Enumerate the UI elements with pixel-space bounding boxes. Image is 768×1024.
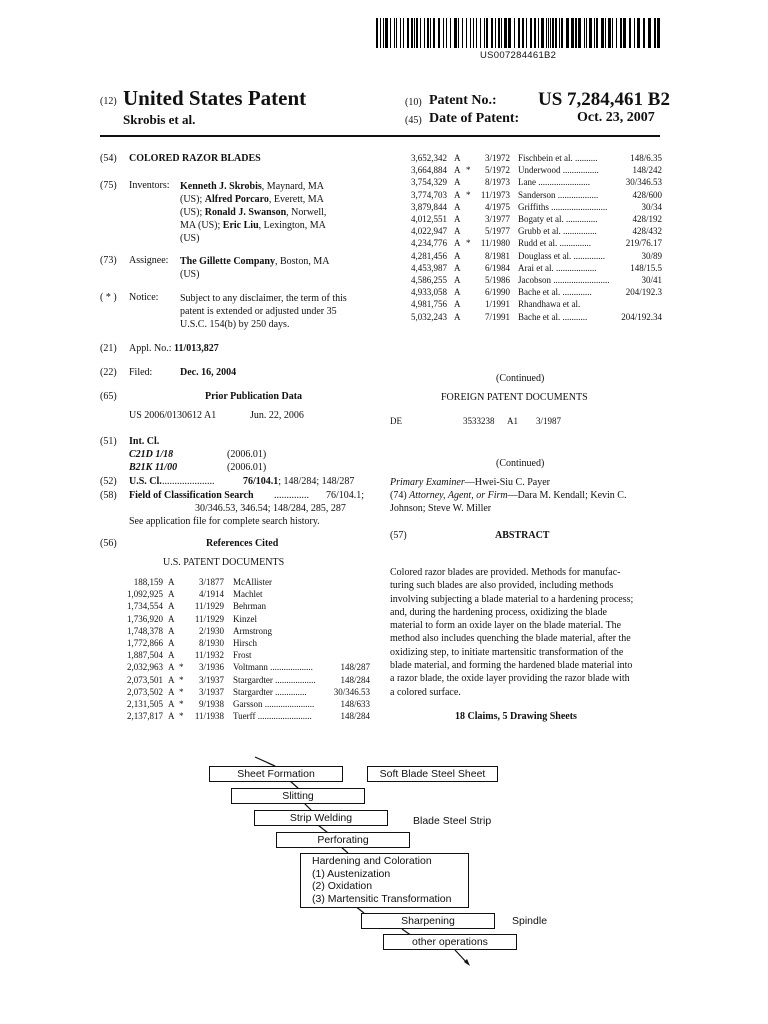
reference-date: 9/1938 xyxy=(198,699,224,709)
reference-row xyxy=(118,638,370,650)
reference-name: Grubb et al. ............... xyxy=(518,226,597,237)
intcl-version-1: (2006.01) xyxy=(227,449,267,460)
reference-number: 3,652,342 xyxy=(411,153,447,163)
reference-date: 6/1984 xyxy=(484,262,510,273)
reference-row xyxy=(404,312,662,324)
foreign-country: DE xyxy=(390,416,402,426)
foreign-heading: FOREIGN PATENT DOCUMENTS xyxy=(441,392,588,403)
filed-date: Dec. 16, 2004 xyxy=(180,367,237,378)
barcode xyxy=(376,18,662,48)
reference-row xyxy=(118,687,370,699)
reference-number: 3,754,329 xyxy=(411,177,447,188)
abstract-line: and, during the hardening process, oxidizing the blade xyxy=(390,606,607,618)
reference-row xyxy=(118,675,370,687)
reference-row xyxy=(118,589,370,601)
reference-kind: A xyxy=(168,577,175,587)
reference-kind: A xyxy=(454,153,461,163)
intcl-class-1: C21D 1/18 xyxy=(129,449,174,460)
reference-class: 30/41 xyxy=(641,275,662,285)
reference-cited-by-examiner: * xyxy=(179,662,184,673)
abstract-line: turing such blades are also provided, including methods xyxy=(390,580,614,592)
reference-row xyxy=(404,165,662,177)
uscl-code: (52) xyxy=(100,476,117,487)
inventors-label: Inventors: xyxy=(129,180,170,191)
reference-number: 4,453,987 xyxy=(411,262,447,273)
appl-number: Appl. No.: 11/013,827 xyxy=(129,343,219,354)
reference-name: Voltmann ................... xyxy=(233,662,313,673)
foreign-kind: A1 xyxy=(507,416,518,426)
reference-kind: A xyxy=(454,299,461,310)
field-code: (58) xyxy=(100,490,117,501)
refs-code: (56) xyxy=(100,538,117,549)
other-operations-box: other operations xyxy=(383,934,517,950)
reference-number: 4,281,456 xyxy=(411,250,447,261)
reference-name: Kinzel xyxy=(233,613,257,624)
reference-number: 4,981,756 xyxy=(411,299,447,310)
hardening-step: (2) Oxidation xyxy=(312,880,373,893)
assignee-line: The Gillette Company, Boston, MA xyxy=(180,256,330,267)
inventors-code: (75) xyxy=(100,180,117,191)
reference-date: 5/1977 xyxy=(484,226,510,237)
reference-name: Fischbein et al. .......... xyxy=(518,153,598,163)
notice-code: ( * ) xyxy=(100,292,117,303)
inventors-list xyxy=(180,180,326,245)
reference-date: 11/1929 xyxy=(194,601,224,612)
attorney-code: (74) xyxy=(390,490,407,501)
abstract-heading: ABSTRACT xyxy=(495,530,550,541)
reference-name: Garsson ...................... xyxy=(233,699,315,709)
reference-number: 4,012,551 xyxy=(411,214,447,224)
document-type: United States Patent xyxy=(123,86,307,110)
reference-date: 11/1980 xyxy=(480,238,510,249)
sheet-formation-box: Sheet Formation xyxy=(209,766,343,782)
reference-kind: A xyxy=(168,601,175,612)
strip-welding-box: Strip Welding xyxy=(254,810,388,826)
reference-kind: A xyxy=(454,226,461,237)
reference-row xyxy=(404,214,662,226)
reference-row xyxy=(404,202,662,214)
reference-name: Stargardter .............. xyxy=(233,686,307,697)
reference-number: 1,887,504 xyxy=(127,650,163,661)
reference-number: 1,736,920 xyxy=(127,613,163,624)
reference-name: Rhandhawa et al. xyxy=(518,299,581,310)
reference-number: 2,073,502 xyxy=(127,686,163,697)
reference-class: 148/6.35 xyxy=(630,153,662,163)
reference-row xyxy=(404,299,662,311)
reference-name: Armstrong xyxy=(233,625,272,636)
attorney-line-2: Johnson; Steve W. Miller xyxy=(390,503,492,514)
reference-class: 219/76.17 xyxy=(625,238,662,249)
reference-cited-by-examiner: * xyxy=(179,674,184,685)
assignee-label: Assignee: xyxy=(129,255,169,266)
reference-date: 1/1991 xyxy=(484,299,510,310)
reference-kind: A xyxy=(168,613,175,624)
reference-date: 4/1914 xyxy=(198,589,224,600)
reference-class: 148/15.5 xyxy=(630,262,662,273)
intcl-label: Int. Cl. xyxy=(129,436,160,447)
uscl-value: 76/104.1; 148/284; 148/287 xyxy=(243,476,355,487)
reference-class: 204/192.3 xyxy=(625,287,662,298)
slitting-box: Slitting xyxy=(231,788,365,804)
reference-cited-by-examiner: * xyxy=(179,699,184,709)
reference-kind: A xyxy=(454,287,461,298)
abstract-line: Colored razor blades are provided. Methods for manufac- xyxy=(390,567,621,578)
reference-class: 148/287 xyxy=(340,662,370,673)
reference-number: 3,774,703 xyxy=(411,189,447,200)
reference-row xyxy=(404,190,662,202)
foreign-number: 3533238 xyxy=(463,416,495,426)
reference-class: 30/346.53 xyxy=(625,177,662,188)
reference-number: 2,137,817 xyxy=(127,711,163,722)
notice-text xyxy=(180,292,347,331)
reference-name: Griffiths ......................... xyxy=(518,201,608,212)
assignee-line: (US) xyxy=(180,269,200,280)
patent-no-label: Patent No.: xyxy=(429,93,497,108)
notice-label: Notice: xyxy=(129,292,159,303)
title-code: (54) xyxy=(100,153,117,164)
attorney-line-1: —Dara M. Kendall; Kevin C. xyxy=(507,490,627,501)
abstract-line: a razor blade, the oxide layer providing the razor blade with xyxy=(390,673,630,685)
reference-kind: A xyxy=(454,262,461,273)
reference-cited-by-examiner: * xyxy=(466,189,471,200)
reference-kind: A xyxy=(168,699,175,709)
sharpening-box: Sharpening xyxy=(361,913,495,929)
blade-steel-strip-label: Blade Steel Strip xyxy=(413,815,492,827)
reference-row xyxy=(404,263,662,275)
us-docs-heading: U.S. PATENT DOCUMENTS xyxy=(163,557,285,568)
reference-number: 4,586,255 xyxy=(411,275,447,285)
reference-cited-by-examiner: * xyxy=(179,711,184,722)
refs-heading: References Cited xyxy=(206,538,279,549)
reference-name: Underwood ................ xyxy=(518,165,599,176)
reference-kind: A xyxy=(168,625,175,636)
reference-name: Sanderson .................. xyxy=(518,189,599,200)
reference-name: Bache et al. ........... xyxy=(518,311,588,322)
reference-row xyxy=(404,251,662,263)
reference-name: Arai et al. .................. xyxy=(518,262,597,273)
header-rule xyxy=(100,135,660,137)
inventor-line: MA (US); Eric Liu, Lexington, MA xyxy=(180,220,326,231)
code-45: (45) xyxy=(405,115,422,126)
reference-name: Douglass et al. .............. xyxy=(518,250,605,261)
reference-kind: A xyxy=(168,662,175,673)
reference-class: 204/192.34 xyxy=(621,311,662,322)
reference-number: 4,234,776 xyxy=(411,238,447,249)
abstract-line: a colored surface. xyxy=(390,686,461,698)
spindle-label: Spindle xyxy=(512,915,548,927)
reference-cited-by-examiner: * xyxy=(466,238,471,249)
reference-kind: A xyxy=(168,638,175,648)
attorney-label: Attorney, Agent, or Firm xyxy=(409,490,508,501)
abstract-code: (57) xyxy=(390,530,407,541)
reference-kind: A xyxy=(454,177,461,188)
reference-date: 8/1973 xyxy=(484,177,510,188)
reference-kind: A xyxy=(168,674,175,685)
reference-row xyxy=(118,650,370,662)
prior-heading: Prior Publication Data xyxy=(205,391,303,402)
reference-date: 3/1977 xyxy=(484,214,510,224)
reference-date: 2/1930 xyxy=(198,625,224,636)
reference-kind: A xyxy=(168,650,175,661)
reference-class: 148/284 xyxy=(340,711,370,722)
reference-class: 148/284 xyxy=(340,674,370,685)
reference-cited-by-examiner: * xyxy=(179,686,184,697)
code-10: (10) xyxy=(405,97,422,108)
invention-title: COLORED RAZOR BLADES xyxy=(129,153,261,164)
reference-kind: A xyxy=(454,275,461,285)
reference-name: Machlet xyxy=(233,589,263,600)
publication-number: US007284461B2 xyxy=(480,50,557,61)
reference-class: 428/192 xyxy=(632,214,662,224)
continued-1: (Continued) xyxy=(496,373,545,384)
reference-date: 3/1937 xyxy=(198,674,224,685)
reference-date: 6/1990 xyxy=(484,287,510,298)
examiner xyxy=(390,477,550,488)
abstract-line: oxidizing step, to initiate martensitic transformation of the xyxy=(390,646,624,658)
hardening-title: Hardening and Coloration xyxy=(312,855,432,867)
date-label: Date of Patent: xyxy=(429,111,520,126)
reference-number: 3,664,884 xyxy=(411,165,447,176)
reference-number: 4,022,947 xyxy=(411,226,447,237)
examiner-name: —Hwei-Siu C. Payer xyxy=(464,477,550,488)
reference-name: Frost xyxy=(233,650,252,661)
inventor-line: (US) xyxy=(180,233,200,244)
hardening-step: (1) Austenization xyxy=(312,867,391,880)
inventor-line: (US); Ronald J. Swanson, Norwell, xyxy=(180,207,327,218)
reference-class: 148/242 xyxy=(632,165,662,176)
reference-row xyxy=(404,153,662,165)
reference-date: 3/1972 xyxy=(484,153,510,163)
reference-kind: A xyxy=(454,250,461,261)
reference-kind: A xyxy=(454,214,461,224)
reference-kind: A xyxy=(454,189,461,200)
reference-name: Tuerff ........................ xyxy=(233,711,312,722)
perforating-box: Perforating xyxy=(276,832,410,848)
reference-name: McAllister xyxy=(233,577,272,587)
field-line-1: 76/104.1; xyxy=(326,490,365,501)
abstract-line: involving subjecting a blade material to a hardening process; xyxy=(390,593,634,605)
reference-date: 11/1932 xyxy=(194,650,224,661)
reference-name: Stargardter .................. xyxy=(233,674,316,685)
reference-class: 30/34 xyxy=(641,201,662,212)
reference-kind: A xyxy=(454,201,461,212)
filed-label: Filed: xyxy=(129,367,153,378)
reference-row xyxy=(404,275,662,287)
abstract-line: material to form an oxide layer on the blade material. The xyxy=(390,620,622,632)
reference-number: 1,092,925 xyxy=(127,589,163,600)
reference-date: 8/1981 xyxy=(484,250,510,261)
prior-code: (65) xyxy=(100,391,117,402)
reference-number: 1,748,378 xyxy=(127,625,163,636)
reference-date: 3/1877 xyxy=(198,577,224,587)
attorney xyxy=(390,490,626,501)
reference-kind: A xyxy=(454,165,461,176)
uscl-label: U.S. Cl. xyxy=(129,476,162,487)
authors: Skrobis et al. xyxy=(123,112,196,127)
reference-name: Hirsch xyxy=(233,638,257,648)
appl-code: (21) xyxy=(100,343,117,354)
assignee-value xyxy=(180,255,329,281)
reference-date: 8/1930 xyxy=(198,638,224,648)
reference-number: 2,032,963 xyxy=(127,662,163,673)
intcl-version-2: (2006.01) xyxy=(227,462,267,473)
inventor-line: Kenneth J. Skrobis, Maynard, MA xyxy=(180,181,325,192)
reference-kind: A xyxy=(454,238,461,249)
reference-date: 5/1972 xyxy=(484,165,510,176)
reference-kind: A xyxy=(168,711,175,722)
reference-row xyxy=(404,177,662,189)
abstract-line: method also includes quenching the blade material, after the xyxy=(390,633,631,645)
reference-row xyxy=(404,238,662,250)
reference-number: 3,879,844 xyxy=(411,201,447,212)
reference-cited-by-examiner: * xyxy=(466,165,471,176)
reference-name: Bogaty et al. .............. xyxy=(518,214,598,224)
reference-row xyxy=(118,711,370,723)
reference-class: 148/633 xyxy=(340,699,370,709)
reference-date: 7/1991 xyxy=(484,311,510,322)
foreign-date: 3/1987 xyxy=(536,416,562,426)
reference-date: 4/1975 xyxy=(484,201,510,212)
field-label: Field of Classification Search xyxy=(129,490,254,501)
hardening-box xyxy=(300,853,469,908)
date-of-patent: Oct. 23, 2007 xyxy=(577,110,655,125)
field-note: See application file for complete search history. xyxy=(129,516,320,527)
reference-date: 11/1973 xyxy=(480,189,510,200)
reference-date: 11/1929 xyxy=(194,613,224,624)
reference-number: 188,159 xyxy=(133,577,163,587)
notice-line: Subject to any disclaimer, the term of this xyxy=(180,293,347,304)
claims-summary: 18 Claims, 5 Drawing Sheets xyxy=(455,711,577,722)
patent-no: US 7,284,461 B2 xyxy=(538,89,670,110)
reference-row xyxy=(118,614,370,626)
reference-class: 428/432 xyxy=(632,226,662,237)
prior-pub: US 2006/0130612 A1 xyxy=(129,410,217,421)
uscl-dots: ..................... xyxy=(162,476,215,487)
reference-name: Bache et al. ............. xyxy=(518,287,592,298)
reference-name: Lane ....................... xyxy=(518,177,590,188)
reference-kind: A xyxy=(168,686,175,697)
reference-class: 30/346.53 xyxy=(333,686,370,697)
reference-kind: A xyxy=(168,589,175,600)
reference-row xyxy=(118,601,370,613)
reference-row xyxy=(118,626,370,638)
reference-name: Behrman xyxy=(233,601,266,612)
reference-kind: A xyxy=(454,311,461,322)
barcode-graphic xyxy=(376,18,662,48)
reference-date: 11/1938 xyxy=(194,711,224,722)
field-dots: .............. xyxy=(274,490,309,501)
reference-date: 3/1937 xyxy=(198,686,224,697)
reference-date: 5/1986 xyxy=(484,275,510,285)
reference-name: Jacobson ......................... xyxy=(518,275,610,285)
reference-row xyxy=(118,699,370,711)
reference-number: 1,772,866 xyxy=(127,638,163,648)
prior-date: Jun. 22, 2006 xyxy=(250,410,304,421)
abstract-body xyxy=(390,566,633,699)
reference-row xyxy=(404,226,662,238)
reference-date: 3/1936 xyxy=(198,662,224,673)
intcl-code: (51) xyxy=(100,436,117,447)
reference-row xyxy=(404,287,662,299)
reference-number: 2,131,505 xyxy=(127,699,163,709)
notice-line: U.S.C. 154(b) by 250 days. xyxy=(180,319,290,330)
reference-number: 5,032,243 xyxy=(411,311,447,322)
code-12: (12) xyxy=(100,96,117,107)
reference-class: 428/600 xyxy=(632,189,662,200)
filed-code: (22) xyxy=(100,367,117,378)
hardening-step: (3) Martensitic Transformation xyxy=(312,892,452,905)
examiner-label: Primary Examiner xyxy=(390,477,465,488)
reference-number: 4,933,058 xyxy=(411,287,447,298)
field-line-2: 30/346.53, 346.54; 148/284, 285, 287 xyxy=(195,503,346,514)
reference-row xyxy=(118,662,370,674)
reference-number: 1,734,554 xyxy=(127,601,163,612)
reference-number: 2,073,501 xyxy=(127,674,163,685)
reference-name: Rudd et al. .............. xyxy=(518,238,591,249)
abstract-line: blade material, and forming the hardened blade material into xyxy=(390,660,633,672)
reference-class: 30/89 xyxy=(641,250,662,261)
reference-row xyxy=(118,577,370,589)
assignee-code: (73) xyxy=(100,255,117,266)
inventor-line: (US); Alfred Porcaro, Everett, MA xyxy=(180,194,324,205)
continued-2: (Continued) xyxy=(496,458,545,469)
soft-steel-sheet-box: Soft Blade Steel Sheet xyxy=(367,766,498,782)
notice-line: patent is extended or adjusted under 35 xyxy=(180,306,337,317)
intcl-class-2: B21K 11/00 xyxy=(129,462,178,473)
